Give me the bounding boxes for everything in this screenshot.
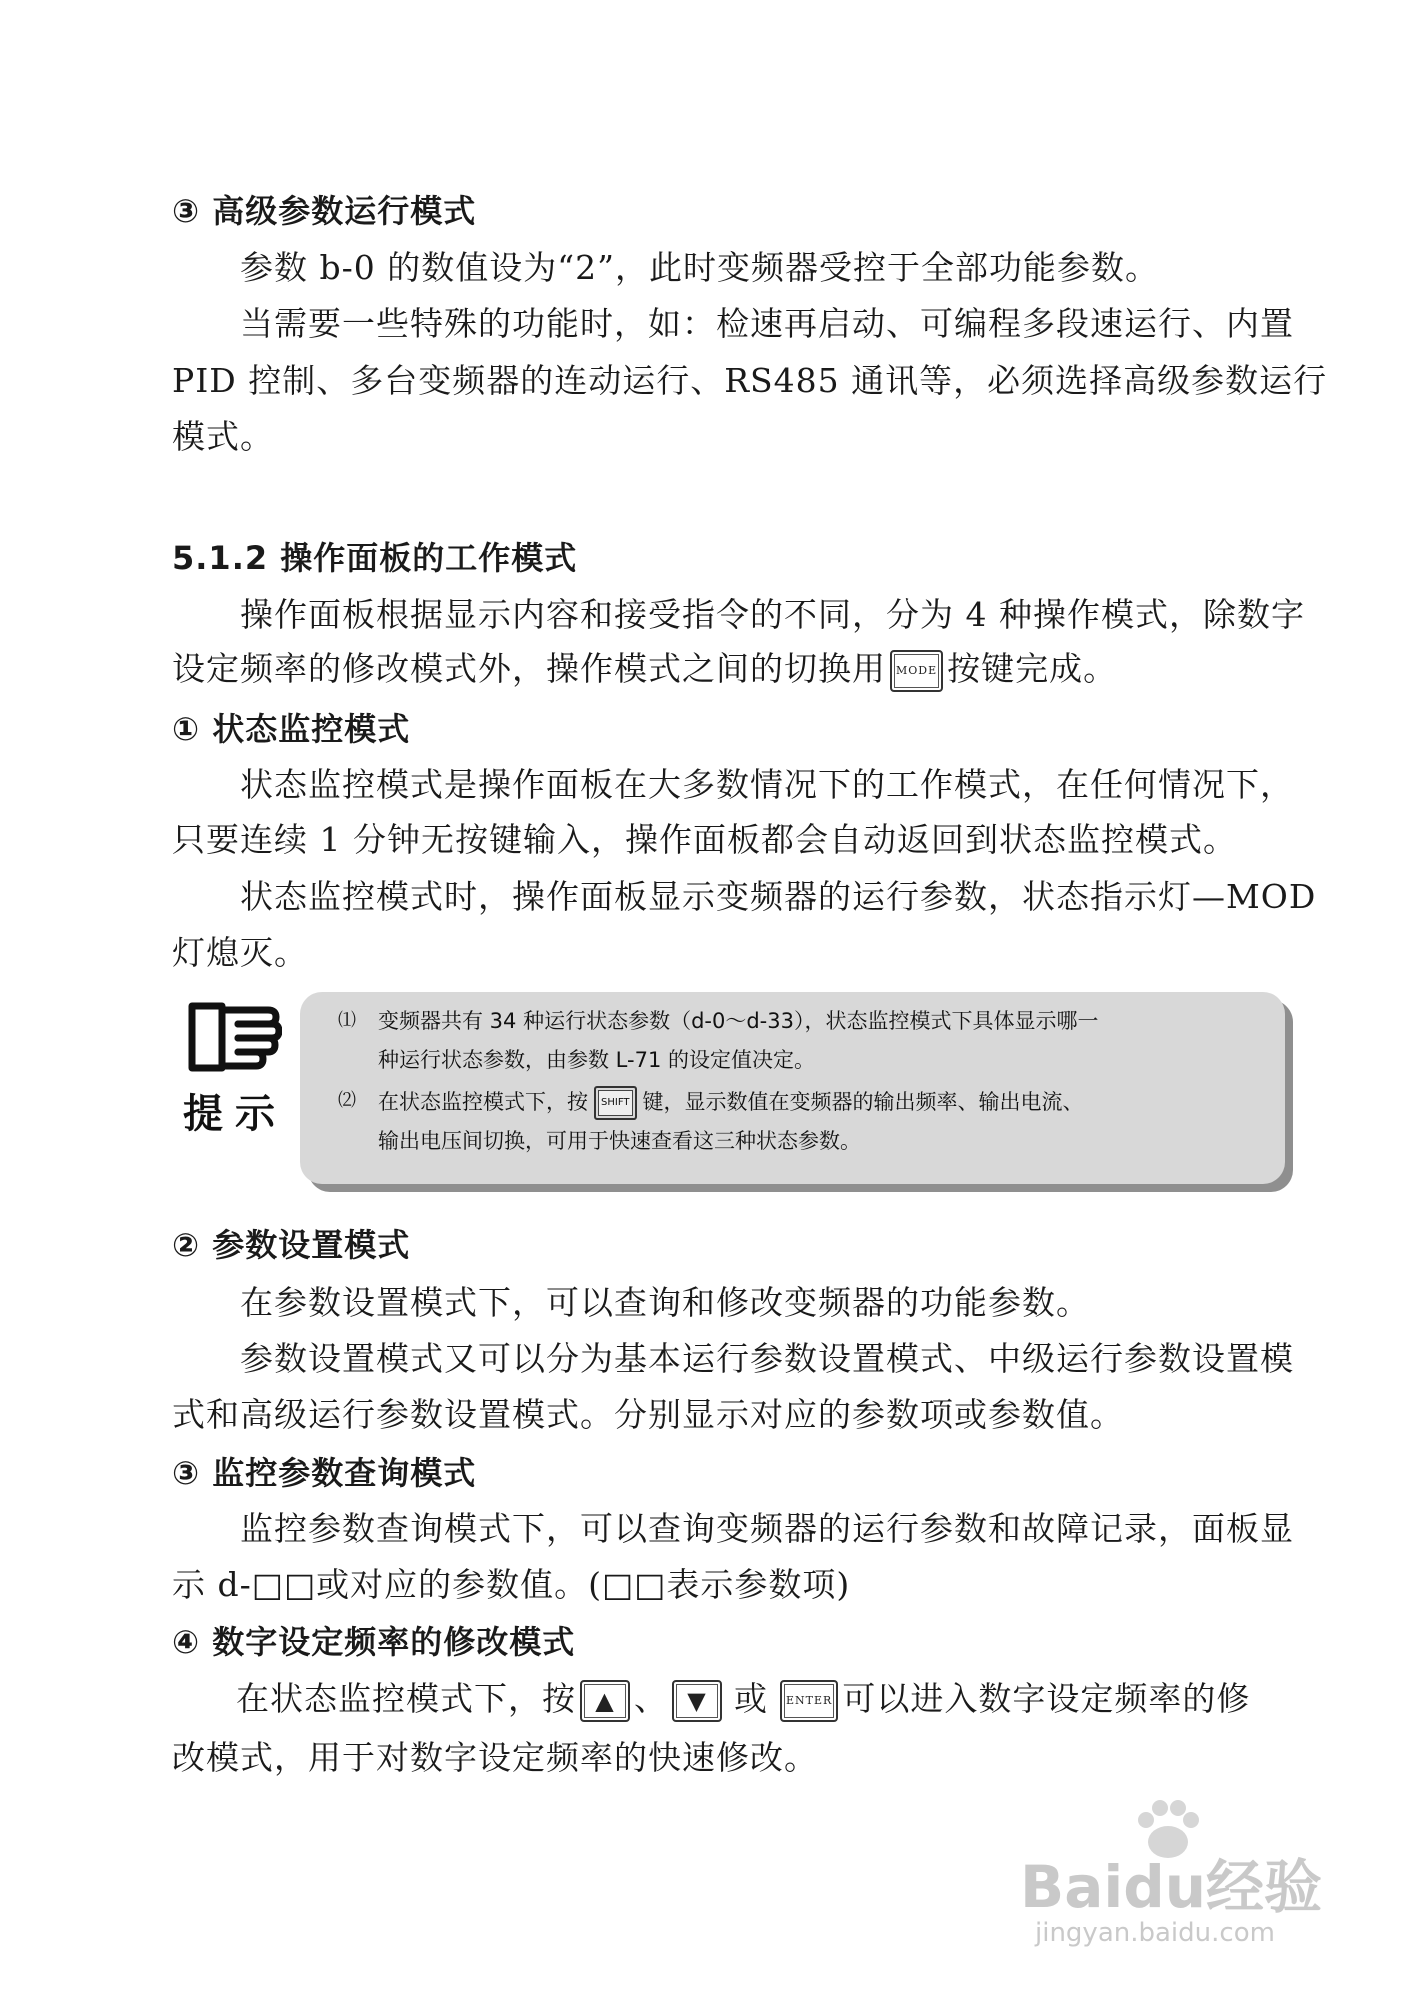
paragraph-text: 状态监控模式是操作面板在大多数情况下的工作模式，在任何情况下， <box>240 765 1294 804</box>
paragraph-text <box>236 1679 1250 1722</box>
paragraph-fragment: 在状态监控模式下，按 <box>236 1679 576 1718</box>
paragraph-fragment: 设定频率的修改模式外，操作模式之间的切换用 <box>172 649 886 688</box>
heading-frequency-modify-mode: ④ 数字设定频率的修改模式 <box>172 1623 576 1661</box>
hint-hand-icon <box>186 1000 282 1076</box>
enter-key-icon: ENTER <box>780 1680 838 1722</box>
paragraph-text: 式和高级运行参数设置模式。分别显示对应的参数项或参数值。 <box>172 1395 1124 1434</box>
paragraph-text <box>172 649 1117 692</box>
paragraph-fragment: 或 <box>734 1679 768 1718</box>
tip-text <box>378 1086 1084 1120</box>
paragraph-text: 示 d-□□或对应的参数值。(□□表示参数项) <box>172 1565 851 1604</box>
paragraph-text: 参数 b-0 的数值设为“2”，此时变频器受控于全部功能参数。 <box>240 248 1159 287</box>
paragraph-text: 当需要一些特殊的功能时，如：检速再启动、可编程多段速运行、内置 <box>240 304 1294 343</box>
paragraph-fragment: 、 <box>634 1679 668 1718</box>
paragraph-text: 监控参数查询模式下，可以查询变频器的运行参数和故障记录，面板显 <box>240 1509 1294 1548</box>
tip-text: 变频器共有 34 种运行状态参数（d-0～d-33），状态监控模式下具体显示哪一 <box>378 1009 1099 1033</box>
watermark-brand: Baidu经验 <box>1020 1853 1323 1921</box>
section-heading-5-1-2: 5.1.2 操作面板的工作模式 <box>172 539 578 577</box>
tip-fragment: 在状态监控模式下，按 <box>378 1090 588 1114</box>
paragraph-text: 状态监控模式时，操作面板显示变频器的运行参数，状态指示灯—MOD <box>240 877 1317 916</box>
tip-number: ⑴ <box>338 1010 356 1031</box>
paragraph-text: 参数设置模式又可以分为基本运行参数设置模式、中级运行参数设置模 <box>240 1339 1294 1378</box>
hint-label: 提示 <box>183 1091 287 1137</box>
tip-text: 输出电压间切换，可用于快速查看这三种状态参数。 <box>378 1129 861 1153</box>
tip-fragment: 键，显示数值在变频器的输出频率、输出电流、 <box>642 1090 1084 1114</box>
tip-text: 种运行状态参数，由参数 L-71 的设定值决定。 <box>378 1048 815 1072</box>
paragraph-text: PID 控制、多台变频器的连动运行、RS485 通讯等，必须选择高级参数运行 <box>172 361 1328 400</box>
paragraph-fragment: 可以进入数字设定频率的修 <box>842 1679 1251 1718</box>
paragraph-text: 模式。 <box>172 417 274 456</box>
heading-advanced-mode: ③ 高级参数运行模式 <box>172 192 477 230</box>
heading-status-monitor-mode: ① 状态监控模式 <box>172 710 411 748</box>
heading-monitor-query-mode: ③ 监控参数查询模式 <box>172 1454 477 1492</box>
paragraph-text: 灯熄灭。 <box>172 933 308 972</box>
paragraph-text: 在参数设置模式下，可以查询和修改变频器的功能参数。 <box>240 1283 1090 1322</box>
paragraph-text: 操作面板根据显示内容和接受指令的不同，分为 4 种操作模式，除数字 <box>240 595 1305 634</box>
tip-number: ⑵ <box>338 1090 356 1111</box>
heading-parameter-setting-mode: ② 参数设置模式 <box>172 1226 411 1264</box>
paragraph-text: 改模式，用于对数字设定频率的快速修改。 <box>172 1738 818 1777</box>
shift-key-icon: SHIFT <box>594 1086 637 1120</box>
up-arrow-key-icon: ▲ <box>580 1680 630 1722</box>
mode-key-icon: MODE <box>890 650 943 692</box>
down-arrow-key-icon: ▼ <box>672 1680 722 1722</box>
watermark-url: jingyan.baidu.com <box>1035 1918 1275 1948</box>
paragraph-text: 只要连续 1 分钟无按键输入，操作面板都会自动返回到状态监控模式。 <box>172 820 1237 859</box>
paragraph-fragment: 按键完成。 <box>947 649 1118 688</box>
